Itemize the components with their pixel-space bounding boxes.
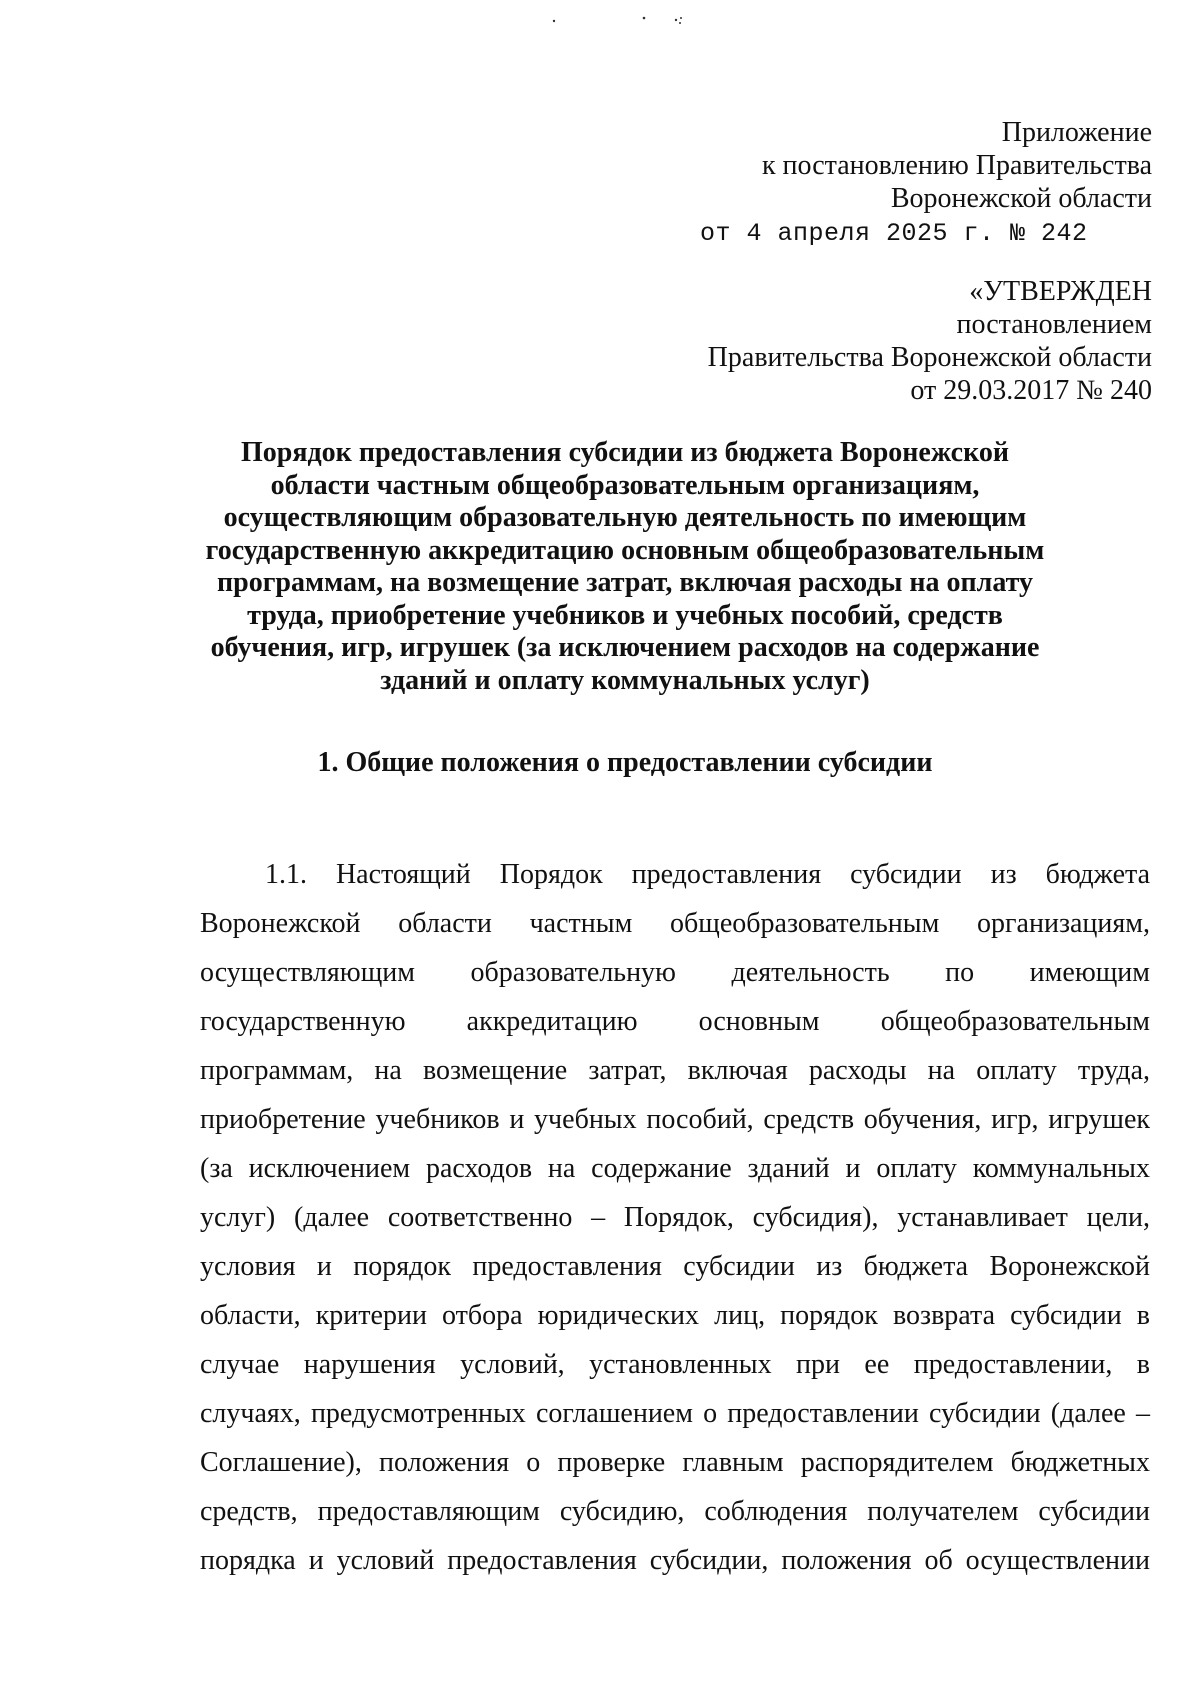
body-line: Соглашение), положения о проверке главным распорядителем бюджетных: [200, 1447, 1150, 1478]
body-line: (за исключением расходов на содержание зданий и оплату коммунальных: [200, 1153, 1150, 1184]
scan-artifact-marks: [552, 12, 692, 28]
annex-line-1: Приложение: [1001, 117, 1152, 148]
approved-line-2: постановлением: [956, 309, 1152, 340]
approval-stamp-block: [552, 275, 1152, 407]
annex-date: от 4 апреля 2025 г. № 242: [700, 219, 1088, 248]
body-line: осуществляющим образовательную деятельность по имеющим: [200, 957, 1150, 988]
body-line: порядка и условий предоставления субсидии, положения об осуществлении: [200, 1545, 1150, 1576]
body-line: случае нарушения условий, установленных при ее предоставлении, в: [200, 1349, 1150, 1380]
body-line: условия и порядок предоставления субсидии из бюджета Воронежской: [200, 1251, 1150, 1282]
annex-line-3: Воронежской области: [890, 183, 1152, 214]
body-line: случаях, предусмотренных соглашением о предоставлении субсидии (далее –: [200, 1398, 1150, 1429]
section-heading: 1. Общие положения о предоставлении субсидии: [317, 747, 933, 778]
body-line: средств, предоставляющим субсидию, соблюдения получателем субсидии: [200, 1496, 1150, 1527]
body-line: Воронежской области частным общеобразовательным организациям,: [200, 908, 1150, 939]
body-paragraph: [200, 850, 1150, 1585]
body-line: приобретение учебников и учебных пособий, средств обучения, игр, игрушек: [200, 1104, 1150, 1135]
annex-line-2: к постановлению Правительства: [761, 150, 1152, 181]
body-line: государственную аккредитацию основным общеобразовательным: [200, 1006, 1150, 1037]
body-line: 1.1. Настоящий Порядок предоставления субсидии из бюджета: [265, 859, 1150, 890]
annex-block: [552, 116, 1152, 215]
body-line: области, критерии отбора юридических лиц, порядок возврата субсидии в: [200, 1300, 1150, 1331]
body-line: услуг) (далее соответственно – Порядок, субсидия), устанавливает цели,: [200, 1202, 1150, 1233]
approved-line-3: Правительства Воронежской области: [707, 342, 1152, 373]
document-title: Порядок предоставления субсидии из бюджета Воронежской области частным общеобразовательным организациям, осуществляющим образовательную деятельность по имеющим государственную аккредитацию основным общеобразовательным программам, на возмещение затрат, включая расходы на оплату труда, приобретение учебников и учебных пособий, средств обучения, игр, игрушек (за исключением расходов на содержание зданий и оплату коммунальных услуг): [205, 437, 1045, 696]
approved-line-4: от 29.03.2017 № 240: [910, 375, 1152, 406]
body-line: программам, на возмещение затрат, включая расходы на оплату труда,: [200, 1055, 1150, 1086]
approved-line-1: «УТВЕРЖДЕН: [969, 276, 1152, 307]
